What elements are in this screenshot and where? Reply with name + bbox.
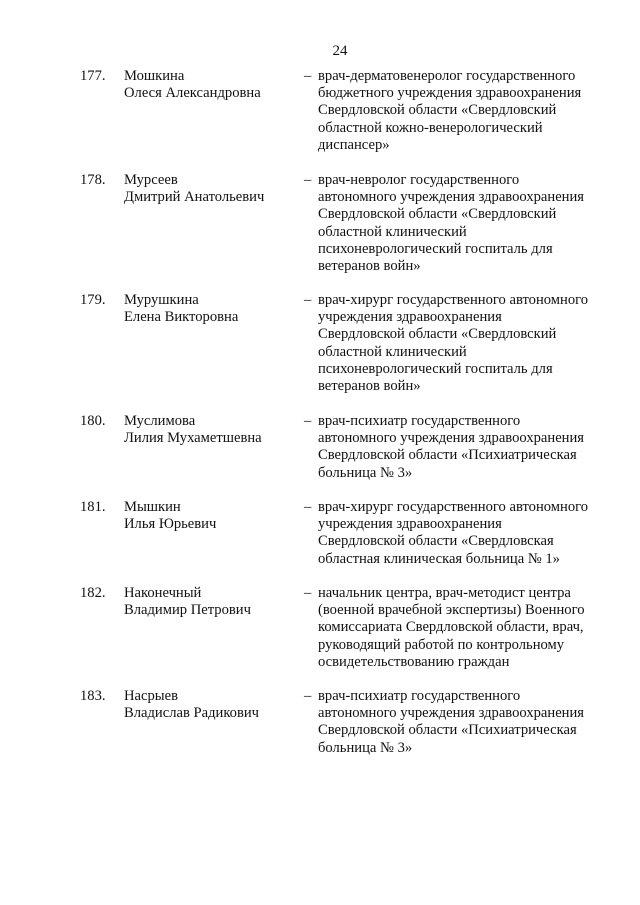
position-description	[318, 68, 608, 154]
description-line: психоневрологический госпиталь для	[318, 240, 553, 257]
description-line: психоневрологический госпиталь для	[318, 360, 553, 377]
person-name	[124, 172, 299, 206]
surname: Наконечный	[124, 585, 202, 601]
surname: Мошкина	[124, 68, 185, 84]
description-line: областной клинический	[318, 343, 467, 360]
description-line: ветеранов войн»	[318, 257, 421, 274]
person-name	[124, 292, 299, 326]
surname: Мурсеев	[124, 172, 178, 188]
description-line: врач-невролог государственного	[318, 172, 520, 188]
person-name	[124, 413, 299, 447]
description-line: областной клинический	[318, 223, 467, 240]
description-line: Свердловской области «Свердловская	[318, 533, 554, 550]
description-line: Свердловской области «Свердловский	[318, 326, 557, 343]
surname: Муслимова	[124, 413, 196, 429]
description-line: учреждения здравоохранения	[318, 516, 502, 533]
entry-number: 179.	[80, 292, 106, 308]
description-line: автономного учреждения здравоохранения	[318, 705, 585, 722]
separator-dash: –	[304, 172, 312, 188]
description-line: Свердловской области «Свердловский	[318, 102, 557, 119]
person-name	[124, 68, 299, 102]
description-line: врач-психиатр государственного	[318, 413, 521, 429]
description-line: (военной врачебной экспертизы) Военного	[318, 602, 585, 619]
description-line: больница № 3»	[318, 739, 413, 756]
description-line: автономного учреждения здравоохранения	[318, 430, 585, 447]
position-description	[318, 413, 608, 482]
description-line: врач-хирург государственного автономного	[318, 499, 589, 515]
description-line: начальник центра, врач-методист центра	[318, 585, 571, 601]
entry-number: 183.	[80, 688, 106, 704]
entry-number: 178.	[80, 172, 106, 188]
description-line: областной кожно-венерологический	[318, 119, 543, 136]
description-line: врач-дерматовенеролог государственного	[318, 68, 576, 84]
description-line: диспансер»	[318, 136, 390, 153]
position-description	[318, 172, 608, 275]
description-line: больница № 3»	[318, 464, 413, 481]
description-line: ветеранов войн»	[318, 377, 421, 394]
entry-number: 177.	[80, 68, 106, 84]
position-description	[318, 585, 608, 671]
person-name	[124, 688, 299, 722]
surname: Насрыев	[124, 688, 178, 704]
position-description	[318, 499, 608, 568]
separator-dash: –	[304, 688, 312, 704]
entry-number: 181.	[80, 499, 106, 515]
person-name	[124, 499, 299, 533]
position-description	[318, 292, 608, 395]
given-names: Елена Викторовна	[124, 309, 239, 326]
person-name	[124, 585, 299, 619]
entry-number: 182.	[80, 585, 106, 601]
description-line: учреждения здравоохранения	[318, 309, 502, 326]
separator-dash: –	[304, 292, 312, 308]
given-names: Владислав Радикович	[124, 705, 260, 722]
separator-dash: –	[304, 499, 312, 515]
description-line: Свердловской области «Психиатрическая	[318, 722, 577, 739]
surname: Мурушкина	[124, 292, 199, 308]
given-names: Дмитрий Анатольевич	[124, 189, 265, 206]
separator-dash: –	[304, 68, 312, 84]
entry-number: 180.	[80, 413, 106, 429]
description-line: врач-хирург государственного автономного	[318, 292, 589, 308]
description-line: Свердловской области «Свердловский	[318, 206, 557, 223]
given-names: Лилия Мухаметшевна	[124, 430, 262, 447]
position-description	[318, 688, 608, 757]
given-names: Илья Юрьевич	[124, 516, 217, 533]
description-line: областная клиническая больница № 1»	[318, 550, 560, 567]
separator-dash: –	[304, 585, 312, 601]
description-line: врач-психиатр государственного	[318, 688, 521, 704]
description-line: комиссариата Свердловской области, врач,	[318, 619, 584, 636]
description-line: руководящий работой по контрольному	[318, 636, 565, 653]
description-line: автономного учреждения здравоохранения	[318, 189, 585, 206]
description-line: бюджетного учреждения здравоохранения	[318, 85, 582, 102]
surname: Мышкин	[124, 499, 181, 515]
given-names: Олеся Александровна	[124, 85, 261, 102]
description-line: Свердловской области «Психиатрическая	[318, 447, 577, 464]
given-names: Владимир Петрович	[124, 602, 251, 619]
separator-dash: –	[304, 413, 312, 429]
description-line: освидетельствованию граждан	[318, 653, 510, 670]
page-number: 24	[332, 43, 348, 59]
